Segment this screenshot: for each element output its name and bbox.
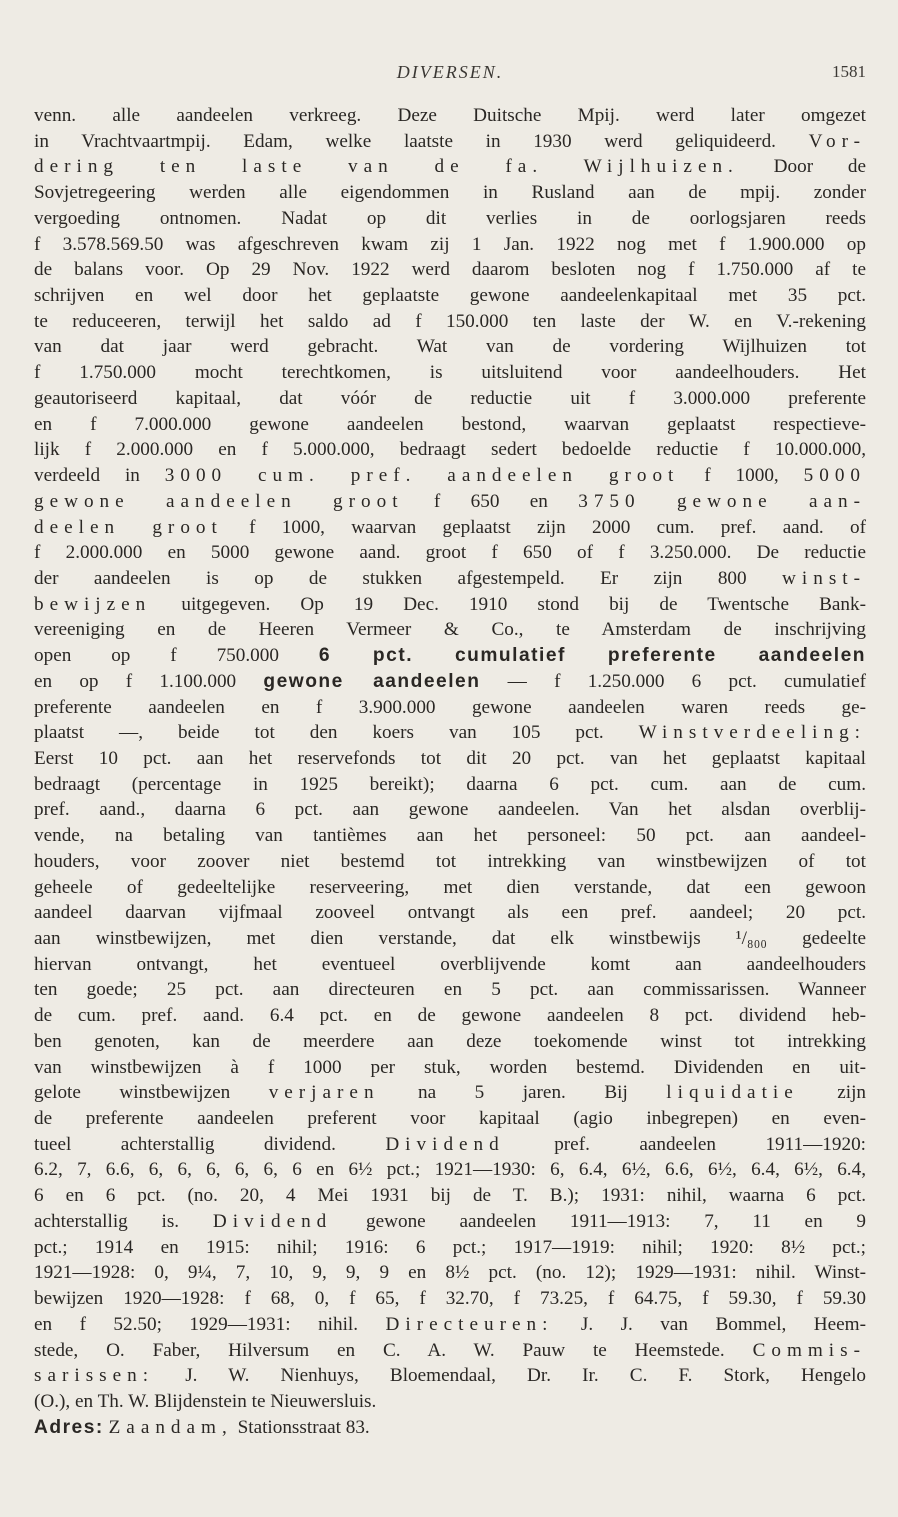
spaced-segment: Dividend [385, 1133, 505, 1155]
text-segment: ten goede; 25 pct. aan directeuren en 5 pct. aan commissarissen. Wanneer [34, 979, 866, 1001]
text-segment: lijk f 2.000.000 en f 5.000.000, bedraagt sedert bedoelde reductie f 10.000.000, [34, 439, 866, 461]
text-segment: vereeniging en de Heeren Vermeer & Co., te Amsterdam de inschrijving [34, 619, 866, 641]
bold-segment: 6 pct. cumulatief preferente aandeelen [318, 645, 866, 667]
text-line [34, 180, 866, 206]
text-segment: geheele of gedeeltelijke reserveering, met dien verstande, dat een gewoon [34, 876, 866, 898]
text-segment: f 3.578.569.50 was afgeschreven kwam zij 1 Jan. 1922 nog met f 1.900.000 op [34, 233, 866, 255]
text-segment: tueel achterstallig dividend. [34, 1133, 386, 1155]
text-line [34, 489, 866, 515]
text-segment: in Vrachtvaartmpij. Edam, welke laatste in 1930 werd geliquideerd. [34, 130, 809, 152]
text-segment: na 5 jaren. Bij [379, 1082, 667, 1104]
text-line [34, 360, 866, 386]
text-segment: aan winstbewijzen, met dien verstande, dat elk winstbewijs ¹/₈₀₀ gedeelte [34, 928, 866, 949]
text-segment: de preferente aandeelen preferent voor kapitaal (agio inbegrepen) en even- [34, 1108, 866, 1130]
text-segment: — f 1.250.000 6 pct. cumulatief [480, 670, 866, 692]
spaced-segment: Directeuren: [385, 1313, 554, 1335]
spaced-segment: dering ten laste van de fa. Wijlhuizen. [34, 156, 739, 178]
text-line [34, 309, 866, 335]
text-line [34, 643, 866, 669]
text-segment: 6 en 6 pct. (no. 20, 4 Mei 1931 bij de T. B.); 1931: nihil, waarna 6 pct. [34, 1185, 866, 1207]
text-line [34, 926, 866, 952]
text-line [34, 1106, 866, 1132]
text-segment: J. J. van Bommel, Heem- [553, 1313, 866, 1335]
text-line [34, 1132, 866, 1158]
text-line [34, 540, 866, 566]
text-line [34, 334, 866, 360]
spaced-segment: winst- [782, 567, 866, 589]
bold-segment: gewone aandeelen [263, 670, 481, 692]
text-segment: f 1.750.000 mocht terechtkomen, is uitsluitend voor aandeelhouders. Het [34, 362, 866, 384]
spaced-segment: verjaren [268, 1082, 380, 1104]
text-line [34, 1415, 866, 1441]
text-segment: bedraagt (percentage in 1925 bereikt); daarna 6 pct. cum. aan de cum. [34, 773, 866, 795]
spaced-segment: liquidatie [666, 1082, 799, 1104]
text-line [34, 772, 866, 798]
spaced-segment: Dividend [212, 1210, 333, 1232]
text-segment: gelote winstbewijzen [34, 1082, 269, 1104]
text-line [34, 412, 866, 438]
text-segment: stede, O. Faber, Hilversum en C. A. W. Pauw te Heemstede. [34, 1339, 753, 1361]
text-line [34, 746, 866, 772]
text-segment: preferente aandeelen en f 3.900.000 gewone aandeelen waren reeds ge- [34, 696, 866, 718]
text-line [34, 977, 866, 1003]
text-line [34, 566, 866, 592]
text-segment: en op f 1.100.000 [34, 670, 264, 692]
text-segment: aandeel daarvan vijfmaal zooveel ontvangt als een pref. aandeel; 20 pct. [34, 902, 866, 924]
text-segment: plaatst —, beide tot den koers van 105 pct. [34, 722, 639, 744]
text-line [34, 823, 866, 849]
text-segment: f 1000, waarvan geplaatst zijn 2000 cum. pref. aand. of [222, 516, 866, 538]
text-line [34, 1389, 866, 1415]
text-line [34, 1235, 866, 1261]
text-line [34, 592, 866, 618]
spaced-segment: gewone aandeelen groot [34, 490, 404, 512]
text-line [34, 849, 866, 875]
text-segment: vende, na betaling van tantièmes aan het personeel: 50 pct. aan aandeel- [34, 825, 866, 847]
text-segment: houders, voor zoover niet bestemd tot intrekking van winstbewijzen of tot [34, 850, 866, 872]
text-line [34, 1363, 866, 1389]
text-segment: der aandeelen is op de stukken afgestempeld. Er zijn 800 [34, 567, 783, 589]
text-segment: 6.2, 7, 6.6, 6, 6, 6, 6, 6, 6 en 6½ pct.; 1921—1930: 6, 6.4, 6½, 6.6, 6½, 6.4, 6½, 6.4, [34, 1159, 866, 1181]
text-segment: de balans voor. Op 29 Nov. 1922 werd daarom besloten nog f 1.750.000 af te [34, 259, 866, 281]
text-line [34, 1312, 866, 1338]
text-line [34, 154, 866, 180]
text-segment: achterstallig is. [34, 1210, 213, 1232]
text-line [34, 1338, 866, 1364]
text-line [34, 129, 866, 155]
text-segment: verdeeld in [34, 465, 165, 487]
text-segment: ben genoten, kan de meerdere aan deze toekomende winst tot intrekking [34, 1030, 866, 1052]
text-segment: venn. alle aandeelen verkreeg. Deze Duitsche Mpij. werd later omgezet [34, 105, 866, 126]
text-line [34, 1055, 866, 1081]
spaced-segment: deelen groot [34, 516, 223, 538]
text-segment: f 2.000.000 en 5000 gewone aand. groot f 650 of f 3.250.000. De reductie [34, 542, 866, 564]
text-line [34, 257, 866, 283]
text-line [34, 232, 866, 258]
page-number: 1581 [832, 62, 866, 81]
text-line [34, 900, 866, 926]
spaced-segment: 3750 gewone aan- [578, 490, 866, 512]
text-segment: zijn [798, 1082, 866, 1104]
text-line [34, 1209, 866, 1235]
spaced-segment: Zaandam, [108, 1416, 233, 1438]
spaced-segment: 3000 cum. pref. aandeelen groot [164, 465, 680, 487]
text-segment: van dat jaar werd gebracht. Wat van de vordering Wijlhuizen tot [34, 336, 866, 358]
text-segment: bewijzen 1920—1928: f 68, 0, f 65, f 32.70, f 73.25, f 64.75, f 59.30, f 59.30 [34, 1288, 866, 1310]
text-segment: Door de [738, 156, 866, 178]
spaced-segment: Winstverdeeling: [638, 722, 866, 744]
text-line [34, 103, 866, 129]
spaced-segment: bewijzen [34, 593, 152, 615]
text-segment: pref. aandeelen 1911—1920: [504, 1133, 866, 1155]
text-segment: van winstbewijzen à f 1000 per stuk, worden bestemd. Dividenden en uit- [34, 1056, 866, 1078]
text-line [34, 283, 866, 309]
text-line [34, 463, 866, 489]
text-segment: en f 7.000.000 gewone aandeelen bestond, waarvan geplaatst respectieve- [34, 413, 866, 435]
text-segment: pref. aand., daarna 6 pct. aan gewone aandeelen. Van het alsdan overblij- [34, 799, 866, 821]
text-segment: Stationsstraat 83. [232, 1416, 370, 1438]
text-line [34, 1260, 866, 1286]
text-segment: hiervan ontvangt, het eventueel overblijvende komt aan aandeelhouders [34, 953, 866, 975]
text-line [34, 437, 866, 463]
text-line [34, 386, 866, 412]
text-line [34, 669, 866, 695]
spaced-segment: sarissen: [34, 1365, 155, 1387]
text-line [34, 206, 866, 232]
text-line [34, 1003, 866, 1029]
text-segment: (O.), en Th. W. Blijdenstein te Nieuwersluis. [34, 1390, 377, 1412]
text-line [34, 515, 866, 541]
text-segment: open op f 750.000 [34, 645, 319, 667]
text-segment: f 1000, [679, 465, 804, 487]
body-text [34, 103, 866, 1440]
text-line [34, 1080, 866, 1106]
text-segment: Eerst 10 pct. aan het reservefonds tot dit 20 pct. van het geplaatst kapitaal [34, 747, 866, 769]
text-segment: en f 52.50; 1929—1931: nihil. [34, 1313, 386, 1335]
running-head [34, 58, 866, 88]
text-line [34, 1029, 866, 1055]
running-head-title: DIVERSEN. [396, 62, 504, 82]
text-line [34, 695, 866, 721]
bold-segment: Adres: [34, 1416, 104, 1438]
text-segment: 1921—1928: 0, 9¼, 7, 10, 9, 9, 9 en 8½ pct. (no. 12); 1929—1931: nihil. Winst- [34, 1262, 866, 1284]
text-segment: de cum. pref. aand. 6.4 pct. en de gewone aandeelen 8 pct. dividend heb- [34, 1005, 866, 1027]
text-segment: geautoriseerd kapitaal, dat vóór de reductie uit f 3.000.000 preferente [34, 387, 866, 409]
text-segment: J. W. Nienhuys, Bloemendaal, Dr. Ir. C. F. Stork, Hengelo [154, 1365, 866, 1387]
text-line [34, 952, 866, 978]
spaced-segment: 5000 [803, 465, 866, 487]
text-segment: vergoeding ontnomen. Nadat op dit verlies in de oorlogsjaren reeds [34, 207, 866, 229]
text-line [34, 1286, 866, 1312]
spaced-segment: Commis- [752, 1339, 866, 1361]
text-segment: f 650 en [403, 490, 579, 512]
text-line [34, 1157, 866, 1183]
text-segment: schrijven en wel door het geplaatste gewone aandeelenkapitaal met 35 pct. [34, 285, 866, 307]
text-line [34, 797, 866, 823]
text-segment: Sovjetregeering werden alle eigendommen in Rusland aan de mpij. zonder [34, 182, 866, 204]
text-segment: te reduceeren, terwijl het saldo ad f 150.000 ten laste der W. en V.-rekening [34, 310, 866, 332]
text-segment: pct.; 1914 en 1915: nihil; 1916: 6 pct.; 1917—1919: nihil; 1920: 8½ pct.; [34, 1236, 866, 1258]
text-line [34, 1183, 866, 1209]
text-line [34, 875, 866, 901]
spaced-segment: Vor- [808, 130, 866, 152]
text-line [34, 617, 866, 643]
text-segment: uitgegeven. Op 19 Dec. 1910 stond bij de Twentsche Bank- [151, 593, 866, 615]
text-segment: gewone aandeelen 1911—1913: 7, 11 en 9 [332, 1210, 866, 1232]
text-line [34, 720, 866, 746]
